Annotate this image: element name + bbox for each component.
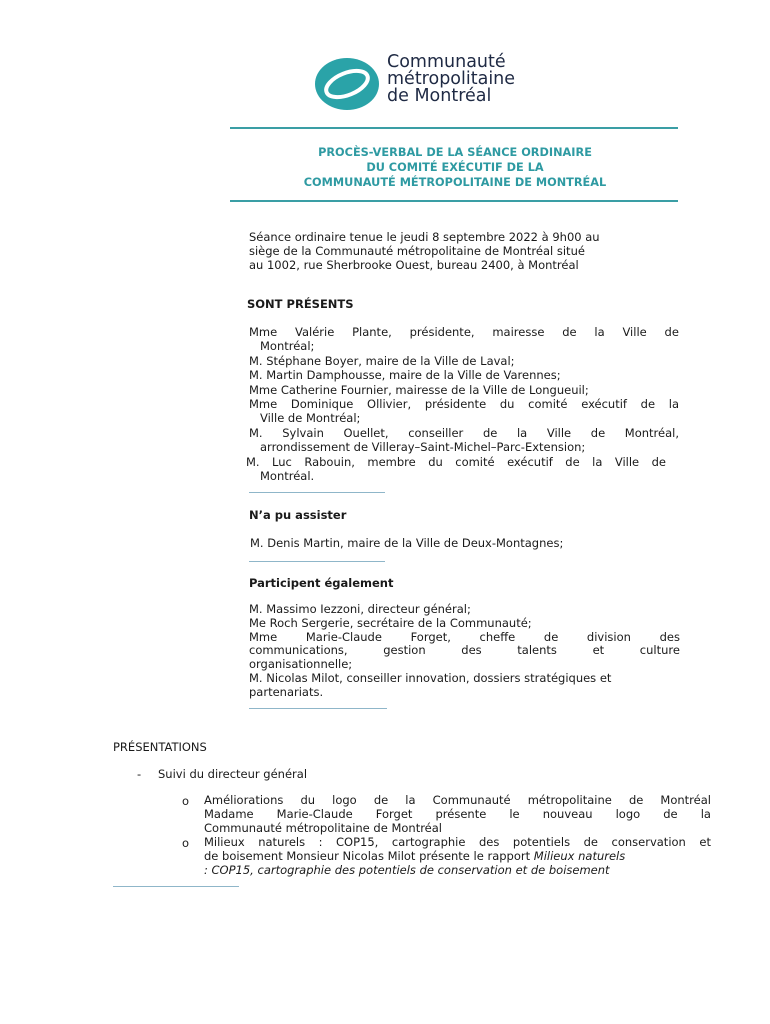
present-line-9-word: exécutif — [507, 454, 553, 469]
also-line-4-word: culture — [639, 643, 680, 658]
sub1-line-1-word: Améliorations — [204, 793, 284, 807]
present-line-9-word: Luc — [272, 454, 292, 469]
sub1-line-1-word: du — [300, 793, 316, 807]
present-line-0-word: Ville — [622, 325, 647, 339]
also-line-4-word: communications, — [249, 643, 348, 658]
present-line-5-word: Mme — [249, 397, 278, 412]
sub2-line-1-word: cartographie — [391, 835, 466, 849]
also-line-3-word: division — [586, 629, 631, 644]
sub1-line-1-word: de — [628, 793, 644, 807]
sub1-line-2-word: de — [663, 806, 678, 821]
sub-item-cop15 — [204, 836, 711, 877]
present-line-5-word: présidente — [424, 397, 487, 412]
present-line-5-word: Ollivier, — [367, 397, 412, 412]
intro-line-3: au 1002, rue Sherbrooke Ouest, bureau 2400, à Montréal — [249, 258, 579, 272]
sub2-line-1-word: : — [318, 835, 323, 849]
sub1-line-3: Communauté métropolitaine de Montréal — [204, 820, 442, 835]
intro-line-1: Séance ordinaire tenue le jeudi 8 septembre 2022 à 9h00 au — [249, 230, 600, 244]
sub1-line-2-word: la — [700, 806, 711, 821]
present-line-0-word: mairesse — [492, 325, 545, 339]
sub1-line-1-word: métropolitaine — [527, 793, 612, 807]
sub1-line-2-word: Marie-Claude — [276, 806, 353, 821]
logo-line-1: Communauté — [387, 52, 506, 72]
sub2-line-3 — [204, 864, 711, 878]
sub1-line-2-word: logo — [615, 806, 641, 821]
present-line-4: Mme Catherine Fournier, mairesse de la Ville de Longueuil; — [249, 382, 589, 397]
sub2-line-1-word: potentiels — [512, 835, 571, 849]
title-bottom-rule — [230, 200, 678, 202]
present-line-7 — [249, 426, 679, 440]
also-line-3-word: des — [659, 629, 680, 644]
present-line-9-word: Rabouin, — [304, 454, 355, 469]
present-line-1: Montréal; — [260, 339, 315, 354]
sub1-line-2-word: présente — [435, 806, 487, 821]
present-line-0 — [249, 325, 679, 339]
present-line-9-word: membre — [367, 454, 416, 469]
sub2-line-1-word: naturels — [258, 835, 306, 849]
present-line-9-word: du — [428, 454, 443, 469]
present-line-5-word: du — [499, 397, 515, 412]
also-line-3-word: de — [543, 629, 559, 644]
cmm-logo-mark-icon — [314, 56, 380, 112]
present-line-0-word: Plante, — [352, 325, 392, 339]
present-line-7-word: Montréal, — [624, 425, 679, 440]
also-line-3 — [249, 631, 680, 645]
present-line-10: Montréal. — [260, 469, 315, 484]
also-line-4 — [249, 644, 680, 658]
present-line-6: Ville de Montréal; — [260, 411, 361, 426]
present-line-2: M. Stéphane Boyer, maire de la Ville de Laval; — [249, 353, 515, 368]
also-line-4-word: et — [592, 643, 605, 658]
presents-heading: SONT PRÉSENTS — [247, 297, 354, 311]
present-line-0-word: de — [562, 325, 577, 339]
also-line-2: Me Roch Sergerie, secrétaire de la Communauté; — [249, 615, 532, 630]
present-line-5-word: la — [668, 397, 679, 412]
also-line-4-word: gestion — [383, 643, 426, 658]
present-line-9-word: M. — [246, 454, 260, 469]
present-line-0-word: Valérie — [295, 325, 335, 339]
sub2-report-title: Milieux naturels — [533, 848, 626, 863]
present-line-7-word: conseiller — [408, 425, 464, 440]
also-line-3-word: cheffe — [479, 629, 516, 644]
present-line-9-word: de — [651, 454, 666, 469]
separator-2 — [249, 561, 385, 562]
sub2-line-1-word: COP15, — [336, 835, 379, 849]
sub2-report-subtitle: : COP15, cartographie des potentiels de conservation et de boisement — [204, 862, 610, 877]
item-dash: - — [137, 767, 142, 781]
also-line-1: M. Massimo Iezzoni, directeur général; — [249, 602, 471, 616]
also-line-3-word: Marie-Claude — [305, 629, 382, 644]
present-line-5-word: Dominique — [290, 397, 354, 412]
sub1-line-2-word: Forget — [375, 806, 413, 821]
sub1-line-1-word: de — [373, 793, 389, 807]
present-line-7-word: Ouellet, — [343, 425, 389, 440]
present-line-8: arrondissement de Villeray–Saint-Michel–Parc-Extension; — [260, 440, 586, 455]
absent-line: M. Denis Martin, maire de la Ville de Deux-Montagnes; — [250, 536, 564, 550]
present-line-0-word: présidente, — [409, 325, 475, 339]
presents-list — [246, 325, 679, 484]
present-line-7-word: la — [516, 425, 528, 440]
sub1-line-2 — [204, 808, 711, 822]
also-line-4-word: talents — [517, 643, 557, 658]
cmm-logo — [314, 54, 554, 114]
present-line-3: M. Martin Damphousse, maire de la Ville de Varennes; — [249, 368, 561, 383]
title-line-1: PROCÈS-VERBAL DE LA SÉANCE ORDINAIRE — [318, 146, 592, 159]
bullet-circle-2: o — [182, 836, 190, 850]
present-line-9-word: de — [565, 454, 580, 469]
sub1-line-1-word: Montréal — [660, 793, 711, 807]
present-line-7-word: Sylvain — [282, 425, 324, 440]
sub2-line-1-word: Milieux — [204, 835, 245, 849]
sub2-line-2-text: de boisement Monsieur Nicolas Milot présente le rapport — [204, 848, 534, 863]
also-line-4-word: des — [461, 643, 482, 658]
present-line-0-word: de — [664, 325, 679, 339]
item-director-general: Suivi du directeur général — [158, 767, 308, 781]
also-line-7: partenariats. — [249, 684, 324, 699]
present-line-7-word: M. — [249, 425, 263, 440]
sub2-line-2 — [204, 850, 711, 864]
present-line-5-word: exécutif — [581, 397, 627, 412]
also-line-3-word: Forget, — [410, 629, 451, 644]
also-line-3-word: Mme — [249, 629, 278, 644]
sub1-line-2-word: nouveau — [542, 806, 593, 821]
present-line-0-word: la — [594, 325, 605, 339]
present-line-5-word: de — [640, 397, 656, 412]
present-line-9-word: Ville — [614, 454, 640, 469]
sub2-line-1-word: et — [699, 835, 711, 849]
sub-item-logo — [204, 794, 711, 835]
sub1-line-1 — [204, 794, 711, 808]
present-line-5 — [249, 397, 679, 411]
presentations-heading: PRÉSENTATIONS — [113, 740, 207, 754]
present-line-9-word: la — [592, 454, 603, 469]
title-line-2: DU COMITÉ EXÉCUTIF DE LA — [366, 161, 544, 174]
also-line-5: organisationnelle; — [249, 657, 353, 672]
also-heading: Participent également — [249, 576, 394, 590]
cmm-logo-text — [387, 54, 515, 105]
sub1-line-2-word: Madame — [204, 806, 254, 821]
also-list — [249, 603, 680, 700]
present-line-7-word: de — [590, 425, 606, 440]
logo-line-2: métropolitaine — [387, 69, 516, 89]
title-line-3: COMMUNAUTÉ MÉTROPOLITAINE DE MONTRÉAL — [303, 176, 607, 189]
sub1-line-1-word: Communauté — [432, 793, 511, 807]
sub2-line-1 — [204, 836, 711, 850]
intro-line-2: siège de la Communauté métropolitaine de Montréal situé — [249, 244, 585, 258]
present-line-9-word: comité — [455, 454, 495, 469]
separator-1 — [249, 492, 385, 493]
bullet-circle-1: o — [182, 794, 190, 808]
present-line-9 — [246, 455, 666, 469]
present-line-5-word: comité — [528, 397, 568, 412]
present-line-7-word: Ville — [546, 425, 572, 440]
separator-3 — [249, 708, 387, 709]
session-intro — [249, 230, 600, 272]
separator-4 — [113, 886, 239, 887]
sub1-line-1-word: la — [405, 793, 416, 807]
absent-heading: N’a pu assister — [249, 508, 347, 522]
present-line-0-word: Mme — [249, 325, 278, 339]
document-title — [230, 145, 680, 190]
sub2-line-1-word: des — [478, 835, 500, 849]
sub1-line-1-word: logo — [332, 793, 357, 807]
title-top-rule — [230, 127, 678, 129]
also-line-6: M. Nicolas Milot, conseiller innovation, dossiers stratégiques et — [249, 670, 612, 685]
sub2-line-1-word: de — [583, 835, 598, 849]
sub2-line-1-word: conservation — [611, 835, 686, 849]
logo-line-3: de Montréal — [387, 86, 492, 106]
present-line-7-word: de — [482, 425, 498, 440]
sub1-line-2-word: le — [509, 806, 520, 821]
